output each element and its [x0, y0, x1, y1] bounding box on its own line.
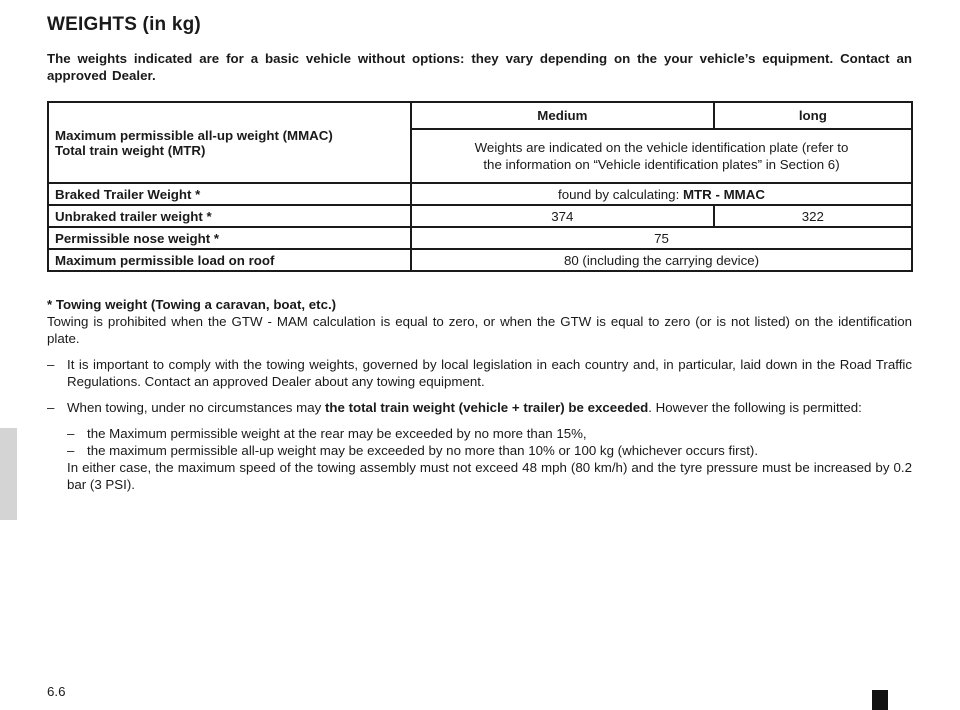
- item2-emphasis: the total train weight (vehicle + trailer) be exceeded: [324, 400, 649, 415]
- braked-prefix: found by calculating:: [558, 186, 683, 202]
- sub-list-item: [67, 425, 912, 442]
- mmac-label-line2: Total train weight (MTR): [55, 142, 206, 158]
- item2-after: . However the following is permitted:: [648, 400, 862, 415]
- braked-value: [411, 183, 912, 205]
- sub-list: [67, 425, 912, 459]
- table-row-braked: [48, 183, 912, 205]
- mmac-label-line1: Maximum permissible all-up weight (MMAC): [55, 127, 333, 143]
- table-header-row: [48, 102, 912, 129]
- nose-weight-value: 75: [411, 227, 912, 249]
- towing-conclusion: In either case, the maximum speed of the towing assembly must not exceed 48 mph (80 km/h) and the tyre pressure must be increased by 0.2 bar (3 PSI).: [67, 460, 912, 492]
- page-corner-mark: [872, 690, 888, 710]
- intro-text: The weights indicated are for a basic vehicle without options: they vary depending on the your vehicle’s equipment. Contact an approved Dealer.: [47, 51, 912, 83]
- braked-formula: MTR - MMAC: [682, 186, 765, 202]
- item2-before: When towing, under no circumstances may: [67, 400, 325, 415]
- column-header-long: long: [714, 102, 912, 129]
- list-item-text: It is important to comply with the towing weights, governed by local legislation in each country and, in particular, laid down in the Road Traffic Regulations. Contact an approved Dealer about any towing equipment.: [67, 357, 912, 389]
- list-dash: –: [67, 443, 75, 458]
- mmac-value-line2: the information on “Vehicle identification plates” in Section 6): [483, 157, 840, 172]
- list-item: [47, 399, 912, 493]
- table-row-roof-load: [48, 249, 912, 271]
- roof-load-label: Maximum permissible load on roof: [48, 249, 411, 271]
- list-dash: –: [67, 426, 75, 441]
- nose-weight-label: Permissible nose weight *: [48, 227, 411, 249]
- list-dash: –: [47, 357, 55, 372]
- page-title: WEIGHTS (in kg): [47, 14, 201, 35]
- page-number: 6.6: [47, 684, 66, 699]
- list-item-body: [67, 399, 912, 493]
- mmac-value-line1: Weights are indicated on the vehicle identification plate (refer to: [474, 140, 849, 155]
- sub-list-item: [67, 442, 912, 459]
- sub-item-text: the maximum permissible all-up weight may be exceeded by no more than 10% or 100 kg (whichever occurs first).: [87, 443, 759, 458]
- unbraked-medium-value: 374: [411, 205, 714, 227]
- weights-table: [47, 101, 913, 272]
- roof-load-value: 80 (including the carrying device): [411, 249, 912, 271]
- towing-notes: [47, 296, 912, 493]
- sub-item-text: the Maximum permissible weight at the rear may be exceeded by no more than 15%,: [87, 426, 587, 441]
- towing-heading: * Towing weight (Towing a caravan, boat, etc.): [47, 297, 337, 312]
- list-dash: –: [47, 400, 55, 415]
- list-item: [47, 356, 912, 390]
- mmac-value-cell: [411, 129, 912, 183]
- unbraked-long-value: 322: [714, 205, 912, 227]
- unbraked-label: Unbraked trailer weight *: [48, 205, 411, 227]
- list-item-text: [67, 399, 912, 416]
- table-row-unbraked: [48, 205, 912, 227]
- column-header-medium: Medium: [411, 102, 714, 129]
- towing-paragraph: Towing is prohibited when the GTW - MAM calculation is equal to zero, or when the GTW is equal to zero (or is not listed) on the identification plate.: [47, 314, 912, 346]
- table-row-nose-weight: [48, 227, 912, 249]
- section-tab-marker: [0, 428, 17, 520]
- braked-label: Braked Trailer Weight *: [48, 183, 411, 205]
- mmac-label-cell: [48, 102, 411, 183]
